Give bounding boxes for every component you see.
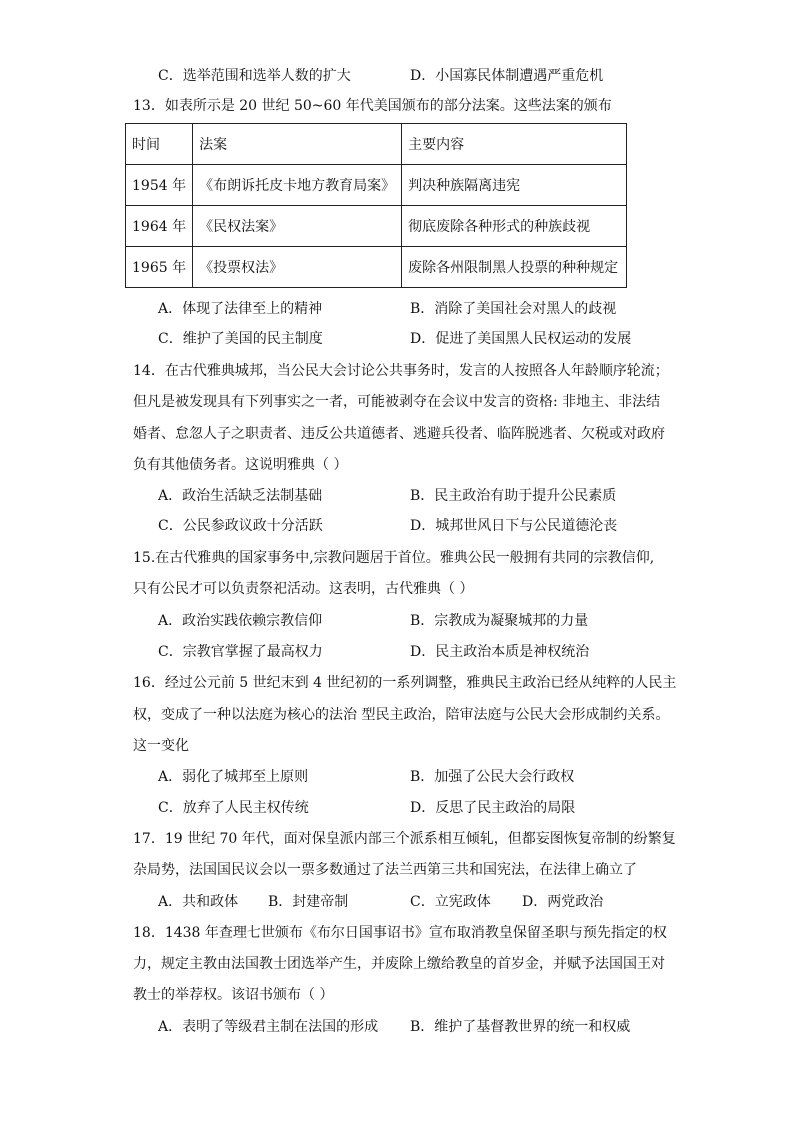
q17-stem-line: 杂局势，法国国民议会以一票多数通过了法兰西第三共和国宪法，在法律上确立了: [133, 862, 637, 878]
q16-stem-line: 16．经过公元前 5 世纪末到 4 世纪初的一系列调整，雅典民主政治已经从纯粹的人民主: [133, 675, 677, 691]
q14-option-c: C．公民参政议政十分活跃: [158, 518, 323, 534]
q16-stem-line: 权，变成了一种以法庭为核心的法治 型民主政治，陪审法庭与公民大会形成制约关系。: [133, 707, 670, 723]
q14-stem-line: 婚者、怠忽人子之职责者、违反公共道德者、逃避兵役者、临阵脱逃者、欠税或对政府: [133, 426, 665, 442]
q18-stem-line: 18．1438 年查理七世颁布《布尔日国事诏书》宣布取消教皇保留圣职与预先指定的权: [133, 925, 667, 941]
q15-option-b: B．宗教成为凝聚城邦的力量: [410, 613, 589, 629]
q15-option-a: A．政治实践依赖宗教信仰: [158, 613, 323, 629]
table-cell: 《布朗诉托皮卡地方教育局案》: [193, 165, 402, 206]
q13-option-b: B．消除了美国社会对黑人的歧视: [410, 301, 617, 317]
q13-option-a: A．体现了法律至上的精神: [158, 301, 323, 317]
q14-stem-line: 负有其他债务者。这说明雅典（ ）: [133, 457, 348, 473]
q14-stem-line: 14．在古代雅典城邦，当公民大会讨论公共事务时，发言的人按照各人年龄顺序轮流；: [133, 363, 669, 379]
table-cell: 1964 年: [126, 206, 193, 247]
q17-option-d: D．两党政治: [522, 894, 604, 910]
q17-option-b: B．封建帝制: [268, 894, 349, 910]
table-header-act: 法案: [193, 124, 402, 165]
q15-option-c: C．宗教官掌握了最高权力: [158, 644, 323, 660]
table-cell: 《民权法案》: [193, 206, 402, 247]
q17-option-c: C．立宪政体: [410, 894, 491, 910]
q15-option-d: D．民主政治本质是神权统治: [410, 644, 590, 660]
q16-option-b: B．加强了公民大会行政权: [410, 769, 575, 785]
q13-option-d: D．促进了美国黑人民权运动的发展: [410, 331, 632, 347]
table-row: [126, 247, 627, 288]
table-cell: 《投票权法》: [193, 247, 402, 288]
q14-option-a: A．政治生活缺乏法制基础: [158, 488, 323, 504]
q15-stem-line: 15.在古代雅典的国家事务中,宗教问题居于首位。雅典公民一般拥有共同的宗教信仰,: [133, 550, 655, 566]
table-header-time: 时间: [126, 124, 193, 165]
table-cell: 废除各州限制黑人投票的种种规定: [402, 247, 627, 288]
q14-option-d: D．城邦世风日下与公民道德沦丧: [410, 518, 618, 534]
table-cell: 彻底废除各种形式的种族歧视: [402, 206, 627, 247]
table-header-content: 主要内容: [402, 124, 627, 165]
table-row: [126, 165, 627, 206]
q18-stem-line: 力，规定主教由法国教士团选举产生，并废除上缴给教皇的首岁金，并赋予法国国王对: [133, 956, 665, 972]
q17-option-a: A．共和政体: [158, 894, 239, 910]
table-row: [126, 206, 627, 247]
q17-stem-line: 17．19 世纪 70 年代，面对保皇派内部三个派系相互倾轧，但都妄图恢复帝制的纷繁复: [133, 831, 676, 847]
q18-stem-line: 教士的举荐权。该诏书颁布（ ）: [133, 987, 334, 1003]
table-cell: 1965 年: [126, 247, 193, 288]
table-header-row: [126, 124, 627, 165]
q15-stem-line: 只有公民才可以负责祭祀活动。这表明，古代雅典（ ）: [133, 581, 474, 597]
table-cell: 1954 年: [126, 165, 193, 206]
q14-stem-line: 但凡是被发现具有下列事实之一者，可能被剥夺在会议中发言的资格: 非地主、非法结: [133, 394, 661, 410]
q16-option-c: C．放弃了人民主权传统: [158, 800, 309, 816]
q16-stem-line: 这一变化: [133, 738, 189, 754]
q14-option-b: B．民主政治有助于提升公民素质: [410, 488, 617, 504]
q16-option-a: A．弱化了城邦至上原则: [158, 769, 309, 785]
table-cell: 判决种族隔离违宪: [402, 165, 627, 206]
q13-table: [125, 123, 627, 288]
q13-option-c: C．维护了美国的民主制度: [158, 331, 323, 347]
q13-stem: 13．如表所示是 20 世纪 50~60 年代美国颁布的部分法案。这些法案的颁布: [133, 98, 612, 114]
q12-option-c: C．选举范围和选举人数的扩大: [158, 68, 351, 84]
q18-option-a: A．表明了等级君主制在法国的形成: [158, 1019, 379, 1035]
q18-option-b: B．维护了基督教世界的统一和权威: [410, 1019, 631, 1035]
q12-option-d: D．小国寡民体制遭遇严重危机: [410, 68, 604, 84]
q16-option-d: D．反思了民主政治的局限: [410, 800, 576, 816]
